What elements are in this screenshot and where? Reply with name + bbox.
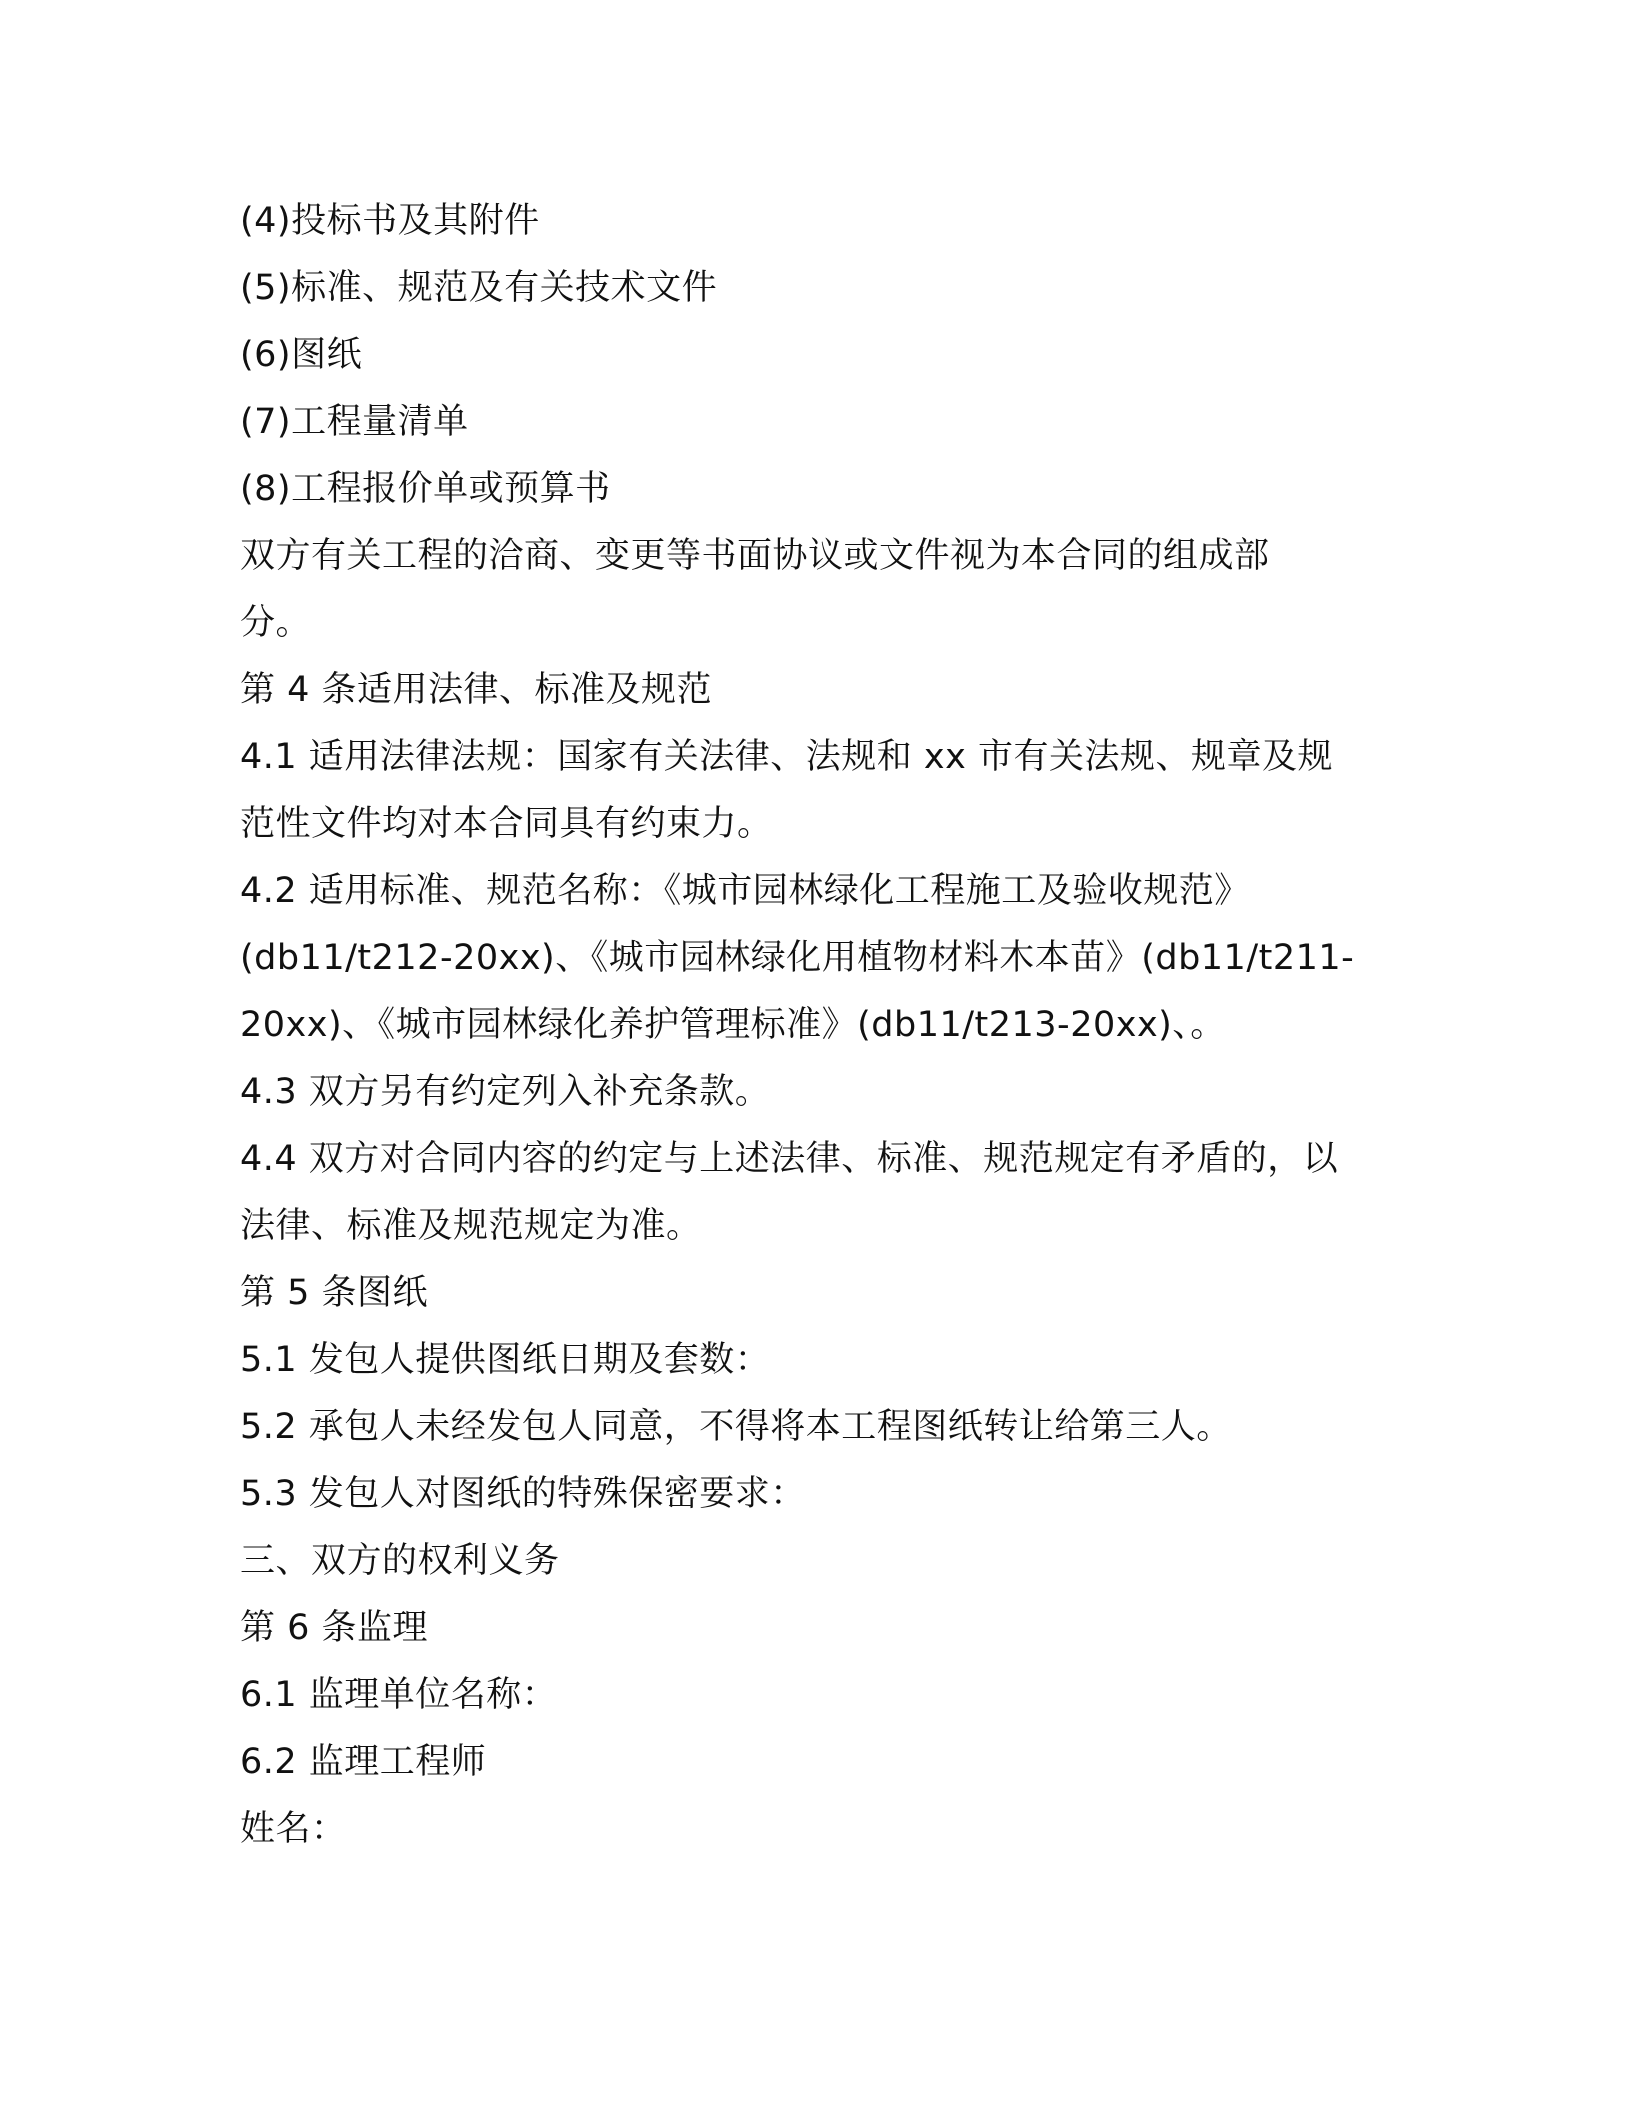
clause-4-2-continued: 20xx)、《城市园林绿化养护管理标准》(db11/t213-20xx)、。	[240, 1005, 1226, 1045]
clause-4-1: 4.1 适用法律法规：国家有关法律、法规和 xx 市有关法规、规章及规	[240, 737, 1333, 777]
clause-4-4: 4.4 双方对合同内容的约定与上述法律、标准、规范规定有矛盾的，以	[240, 1139, 1339, 1179]
section-heading-article-5: 第 5 条图纸	[240, 1273, 429, 1313]
clause-6-2: 6.2 监理工程师	[240, 1742, 487, 1782]
list-item-quotation: (8)工程报价单或预算书	[240, 469, 611, 509]
clause-5-3: 5.3 发包人对图纸的特殊保密要求：	[240, 1474, 806, 1514]
section-heading-article-6: 第 6 条监理	[240, 1608, 429, 1648]
clause-6-1: 6.1 监理单位名称：	[240, 1675, 558, 1715]
list-item-standards: (5)标准、规范及有关技术文件	[240, 268, 718, 308]
clause-5-1: 5.1 发包人提供图纸日期及套数：	[240, 1340, 771, 1380]
clause-4-1-continued: 范性文件均对本合同具有约束力。	[240, 804, 773, 844]
clause-4-2: 4.2 适用标准、规范名称：《城市园林绿化工程施工及验收规范》	[240, 871, 1250, 911]
clause-4-2-continued: (db11/t212-20xx)、《城市园林绿化用植物材料木本苗》(db11/t211-	[240, 938, 1355, 978]
clause-4-4-continued: 法律、标准及规范规定为准。	[240, 1206, 702, 1246]
chapter-heading-rights-obligations: 三、双方的权利义务	[240, 1541, 560, 1581]
paragraph-line: 双方有关工程的洽商、变更等书面协议或文件视为本合同的组成部	[240, 536, 1270, 576]
paragraph-line: 分。	[240, 603, 312, 643]
list-item-drawings: (6)图纸	[240, 335, 363, 375]
section-heading-article-4: 第 4 条适用法律、标准及规范	[240, 670, 713, 710]
clause-4-3: 4.3 双方另有约定列入补充条款。	[240, 1072, 771, 1112]
document-body	[240, 188, 1420, 1863]
name-field-label: 姓名：	[240, 1809, 347, 1849]
list-item-bill-of-quantities: (7)工程量清单	[240, 402, 469, 442]
list-item-bid-documents: (4)投标书及其附件	[240, 201, 540, 241]
clause-5-2: 5.2 承包人未经发包人同意，不得将本工程图纸转让给第三人。	[240, 1407, 1232, 1447]
